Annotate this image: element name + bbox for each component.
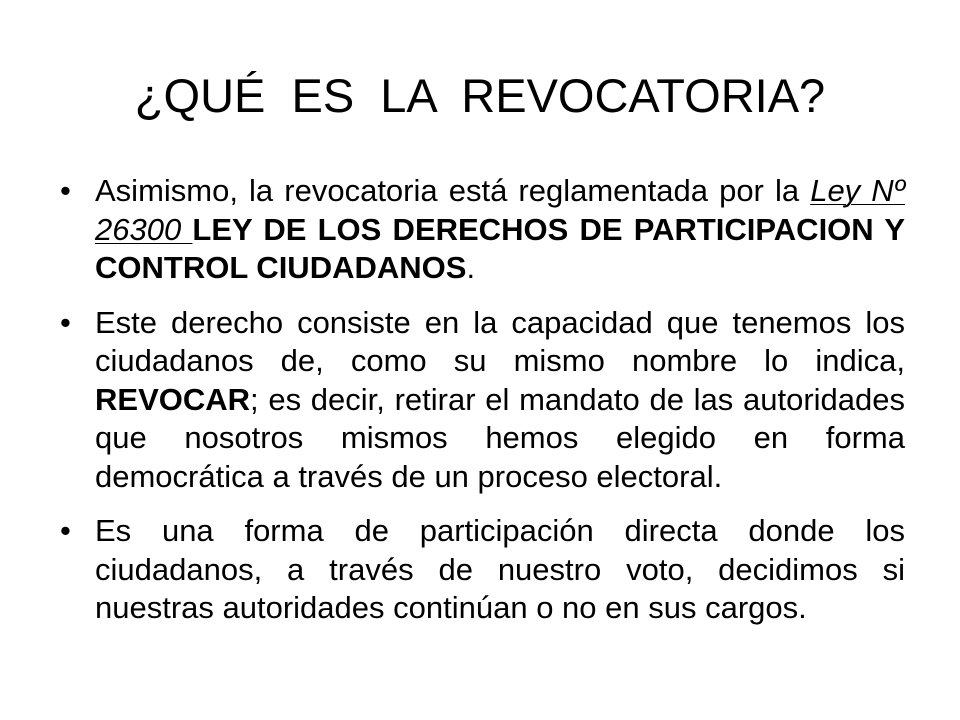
bullet-item-participation — [60, 512, 905, 628]
bullet-text-segment: Es una forma de participación directa donde los ciudadanos, a través de nuestro voto, decidimos si nuestras autoridades continúan o no en sus cargos. — [95, 513, 905, 625]
bullet-text — [95, 304, 905, 497]
bullet-text — [95, 172, 905, 288]
law-reference: Ley Nº 26300 — [95, 173, 905, 247]
bullet-text-segment: ; es decir, retirar el mandato de las autoridades que nosotros mismos hemos elegido en forma democrática a través de un proceso electoral. — [95, 381, 905, 494]
bullet-marker: • — [60, 513, 71, 548]
bullet-text-segment: . — [466, 250, 476, 285]
bullet-marker: • — [60, 173, 71, 208]
emphasis-term: REVOCAR — [95, 381, 251, 417]
bullet-text-segment: Este derecho consiste en la capacidad que tenemos los ciudadanos de, como su mismo nombre lo indica, — [95, 304, 905, 378]
bullet-text — [95, 512, 905, 628]
bullet-item-legal-basis — [60, 172, 905, 288]
bullet-list — [60, 172, 905, 644]
bullet-marker: • — [60, 304, 71, 340]
law-name: LEY DE LOS DERECHOS DE PARTICIPACION Y CONTROL CIUDADANOS — [95, 211, 906, 285]
slide-title: ¿QUÉ ES LA REVOCATORIA? — [134, 69, 826, 122]
bullet-item-definition — [60, 304, 905, 497]
bullet-text-segment: Asimismo, la revocatoria está reglamentada por la — [95, 173, 811, 208]
